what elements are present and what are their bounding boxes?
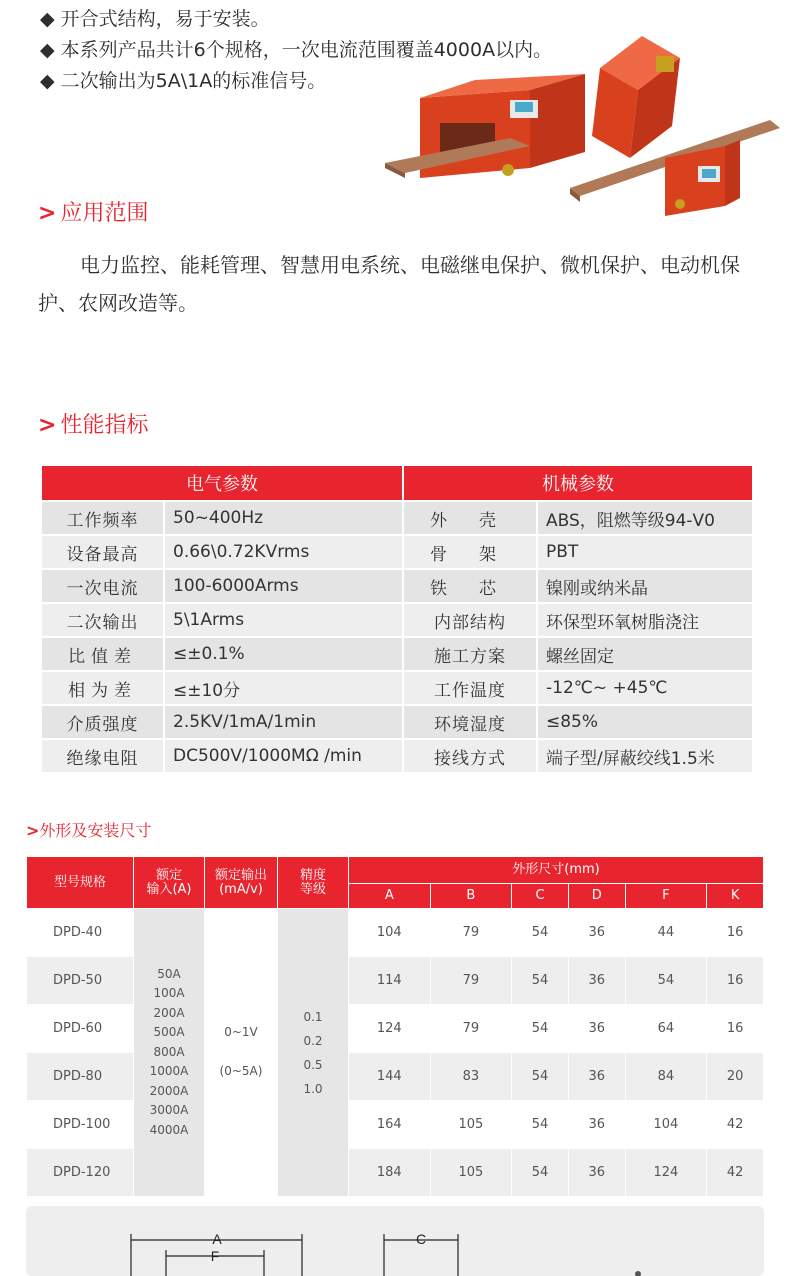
table-row: 工作频率 50~400Hz 外壳 ABS，阻燃等级94-V0 [42,502,752,534]
table-row: 二次输出 5\1Arms 内部结构 环保型环氧树脂浇注 [42,604,752,636]
feature-item: ◆ 开合式结构，易于安装。 [40,8,270,30]
performance-title: > 性能指标 [38,413,149,438]
dimensions-table: 型号规格 额定 输入(A) 额定输出 (mA/v) 精度 等级 外形尺寸(mm) A B C D F K DPD-40 50A 100A 200A 500A 800A 1000A 2000A 3000A 4000A 0~1V (0~5A) 0.1 0.2 0.5 1.0 104 79 54 36 44 16 DPD-50 114 79 54 36 54 16 DPD-60 124 79 54 36 64 16 DPD-80 144 83 54 36 84 20 DPD-100 164 105 54 36 104 42 DPD-120 184 105 54 36 124 42 [26,856,764,1197]
table-row: 一次电流 100-6000Arms 铁芯 镍刚或纳米晶 [42,570,752,602]
dimensions-title: >外形及安装尺寸 [26,821,152,840]
performance-table [40,464,754,774]
mechanical-header: 机械参数 [404,466,752,500]
product-image [380,28,780,218]
application-text: 电力监控、能耗管理、智慧用电系统、电磁继电保护、微机保护、电动机保护、农网改造等。 [38,253,740,315]
table-row: 介质强度 2.5KV/1mA/1min 环境湿度 ≤85% [42,706,752,738]
dim-label-c: C [415,1231,427,1247]
diamond-bullet-icon: ◆ [40,70,55,92]
table-row: 比值差 ≤±0.1% 施工方案 螺丝固定 [42,638,752,670]
dimension-drawing [26,1206,764,1276]
table-row: DPD-40 50A 100A 200A 500A 800A 1000A 2000A 3000A 4000A 0~1V (0~5A) 0.1 0.2 0.5 1.0 104 79 54 36 44 16 [27,909,763,956]
rated-input-cell: 50A 100A 200A 500A 800A 1000A 2000A 3000A 4000A [134,909,204,1196]
electrical-header: 电气参数 [42,466,402,500]
chevron-right-icon: > [38,201,57,226]
dimension-drawing-svg [26,1206,764,1276]
table-row: DPD-100 164 105 54 36 104 42 [27,1101,763,1148]
table-row: DPD-50 114 79 54 36 54 16 [27,957,763,1004]
table-row: DPD-80 144 83 54 36 84 20 [27,1053,763,1100]
diamond-bullet-icon: ◆ [40,39,55,61]
chevron-right-icon: > [38,413,57,438]
rated-output-cell: 0~1V (0~5A) [205,909,277,1196]
feature-item: ◆ 二次输出为5A\1A的标准信号。 [40,70,327,92]
table-row: DPD-120 184 105 54 36 124 42 [27,1149,763,1196]
feature-item: ◆ 本系列产品共计6个规格，一次电流范围覆盖4000A以内。 [40,39,553,61]
dim-label-f: F [210,1248,220,1264]
dim-label-a: A [212,1231,222,1247]
application-title: > 应用范围 [38,201,149,226]
table-row: 设备最高 0.66\0.72KVrms 骨架 PBT [42,536,752,568]
table-row: 相为差 ≤±10分 工作温度 -12℃~ +45℃ [42,672,752,704]
accuracy-cell: 0.1 0.2 0.5 1.0 [278,909,348,1196]
diamond-bullet-icon: ◆ [40,8,55,30]
table-row: 绝缘电阻 DC500V/1000MΩ /min 接线方式 端子型/屏蔽绞线1.5米 [42,740,752,772]
chevron-right-icon: > [26,821,40,840]
table-row: DPD-60 124 79 54 36 64 16 [27,1005,763,1052]
